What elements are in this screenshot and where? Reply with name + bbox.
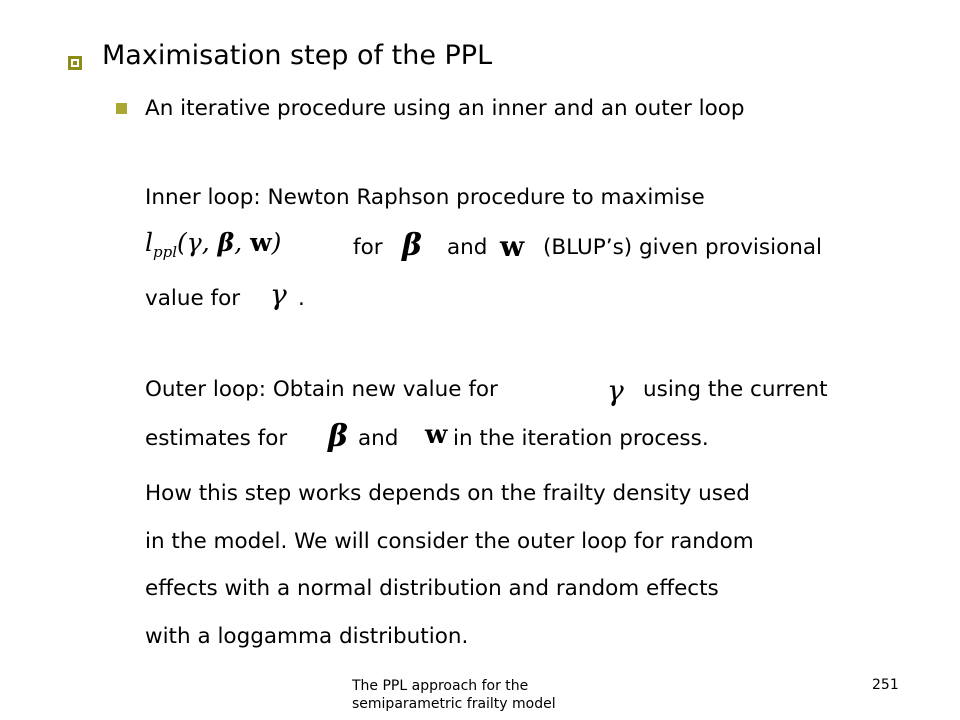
- inner-line-2-tail: (BLUP’s) given provisional: [543, 235, 823, 260]
- outer-and-text: and: [358, 426, 399, 451]
- paragraph-line: How this step works depends on the frailty density used: [145, 481, 750, 506]
- page-number: 251: [872, 677, 899, 693]
- inner-w-symbol: w: [500, 230, 525, 263]
- outer-line-2-end: in the iteration process.: [453, 426, 709, 451]
- inner-loop-line-1: Inner loop: Newton Raphson procedure to maximise: [145, 185, 705, 210]
- inner-gamma-symbol: γ: [270, 278, 287, 311]
- outer-line-1-start: Outer loop: Obtain new value for: [145, 377, 498, 402]
- formula-args-open: (γ,: [177, 228, 218, 257]
- inner-for-text: for: [353, 235, 383, 260]
- inner-beta-symbol: β: [402, 228, 422, 263]
- slide-heading: Maximisation step of the PPL: [102, 40, 493, 71]
- formula-close: ): [271, 228, 282, 257]
- footer-title: The PPL approach for the semiparametric frailty model: [352, 678, 556, 712]
- formula-comma: ,: [234, 228, 251, 257]
- filled-square-bullet-icon: [116, 103, 127, 114]
- outer-w-symbol: w: [425, 420, 448, 450]
- outer-gamma-symbol: γ: [607, 374, 624, 407]
- ppl-formula: [145, 228, 281, 261]
- paragraph-line: effects with a normal distribution and random effects: [145, 576, 719, 601]
- inner-line-3-end: .: [298, 286, 305, 311]
- formula-beta: β: [217, 228, 235, 257]
- inner-and-text: and: [447, 235, 488, 260]
- inner-line-3-start: value for: [145, 286, 241, 311]
- paragraph-line: with a loggamma distribution.: [145, 624, 469, 649]
- outer-line-2-start: estimates for: [145, 426, 288, 451]
- formula-l: l: [145, 228, 153, 257]
- hollow-square-bullet-icon: [68, 56, 82, 70]
- formula-w: w: [250, 228, 272, 257]
- sub-bullet-text: An iterative procedure using an inner and an outer loop: [145, 96, 745, 121]
- paragraph-line: in the model. We will consider the outer loop for random: [145, 529, 754, 554]
- formula-sub: ppl: [153, 243, 178, 261]
- outer-beta-symbol: β: [328, 419, 348, 454]
- outer-line-1-end: using the current: [643, 377, 828, 402]
